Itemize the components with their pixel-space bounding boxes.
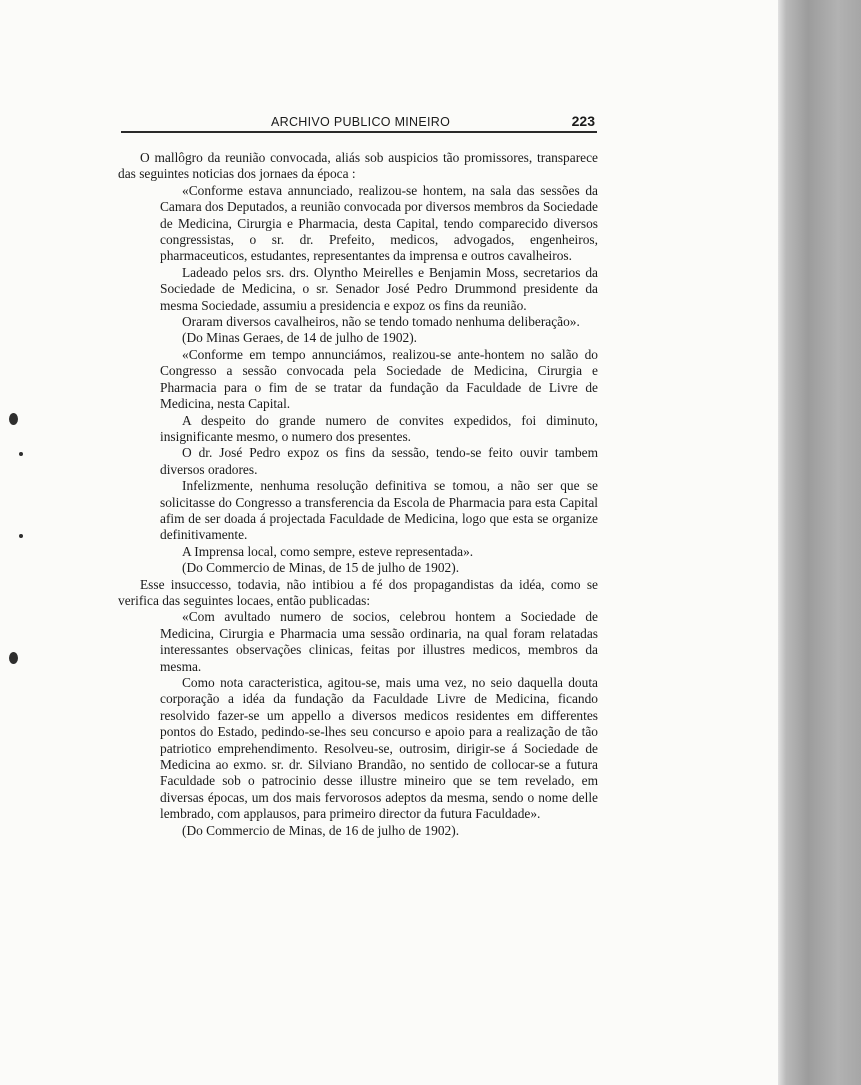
binding-hole-mark xyxy=(9,652,18,664)
citation: (Do Commercio de Minas, de 15 de julho de 1902). xyxy=(182,560,460,576)
quoted-paragraph: Como nota caracteristica, agitou-se, mais uma vez, no seio daquella douta corporação a idéa da fundação da Faculdade Livre de Medicina, ficando resolvido fazer-se um appello a diversos medicos residentes em differentes pontos do Estado, pedindo-se-lhes seu concurso e apoio para a realização de tão patriotico emprehendimento. Resolveu-se, outrosim, dirigir-se á Sociedade de Medicina ao exmo. sr. dr. Silviano Brandão, no sentido de collocar-se a futura Faculdade sob o patrocinio desse illustre mineiro que se tem revelado, em diversas épocas, um dos mais fervorosos adeptos da mesma, sendo o nome delle lembrado, com applausos, para primeiro director da futura Faculdade». xyxy=(160,675,598,822)
citation: (Do Commercio de Minas, de 16 de julho de 1902). xyxy=(182,822,460,838)
quoted-paragraph: A despeito do grande numero de convites expedidos, foi diminuto, insignificante mesmo, o numero dos presentes. xyxy=(160,412,598,444)
paragraph: Esse insuccesso, todavia, não intibiou a fé dos propagandistas da idéa, como se verifica das seguintes locaes, então publicadas: xyxy=(118,576,598,608)
binding-hole-mark xyxy=(9,413,18,425)
quoted-paragraph: Infelizmente, nenhuma resolução definitiva se tomou, a não ser que se solicitasse do Congresso a transferencia da Escola de Pharmacia para esta Capital afim de ser doada á projectada Faculdade de Medicina, logo que esta se organize definitivamente. xyxy=(160,478,598,543)
citation: (Do Minas Geraes, de 14 de julho de 1902). xyxy=(182,330,418,346)
body-text xyxy=(118,150,598,839)
paragraph: O mallôgro da reunião convocada, aliás sob auspicios tão promissores, transparece das seguintes noticias dos jornaes da época : xyxy=(118,150,598,182)
quoted-paragraph: Oraram diversos cavalheiros, não se tendo tomado nenhuma deliberação». xyxy=(182,314,580,330)
quoted-paragraph: A Imprensa local, como sempre, esteve representada». xyxy=(182,543,474,559)
binding-hole-mark xyxy=(19,452,23,456)
book-spine-shadow xyxy=(778,0,861,1085)
page-number: 223 xyxy=(571,113,595,129)
binding-hole-mark xyxy=(19,534,23,538)
page-header xyxy=(121,112,597,132)
quoted-paragraph: «Conforme em tempo annunciámos, realizou-se ante-hontem no salão do Congresso a sessão convocada pela Sociedade de Medicina, Cirurgia e Pharmacia para o fim de se tratar da fundação da Faculdade de Livre de Medicina, nesta Capital. xyxy=(160,346,598,412)
running-title: ARCHIVO PUBLICO MINEIRO xyxy=(271,115,451,129)
quoted-paragraph: «Conforme estava annunciado, realizou-se hontem, na sala das sessões da Camara dos Deputados, a reunião convocada por diversos membros da Sociedade de Medicina, Cirurgia e Pharmacia, desta Capital, tendo comparecido diversos congressistas, o sr. dr. Prefeito, medicos, advogados, engenheiros, pharmaceuticos, estudantes, representantes da imprensa e outros cavalheiros. xyxy=(160,182,598,264)
quoted-paragraph: «Com avultado numero de socios, celebrou hontem a Sociedade de Medicina, Cirurgia e Pharmacia uma sessão ordinaria, na qual foram relatadas interessantes observações clinicas, feitas por illustres medicos, membros da mesma. xyxy=(160,609,598,674)
quoted-paragraph: Ladeado pelos srs. drs. Olyntho Meirelles e Benjamin Moss, secretarios da Sociedade de Medicina, o sr. Senador José Pedro Drummond presidente da mesma Sociedade, assumiu a presidencia e expoz os fins da reunião. xyxy=(160,264,598,313)
header-rule xyxy=(121,131,597,133)
quoted-paragraph: O dr. José Pedro expoz os fins da sessão, tendo-se feito ouvir tambem diversos oradores. xyxy=(160,445,598,477)
